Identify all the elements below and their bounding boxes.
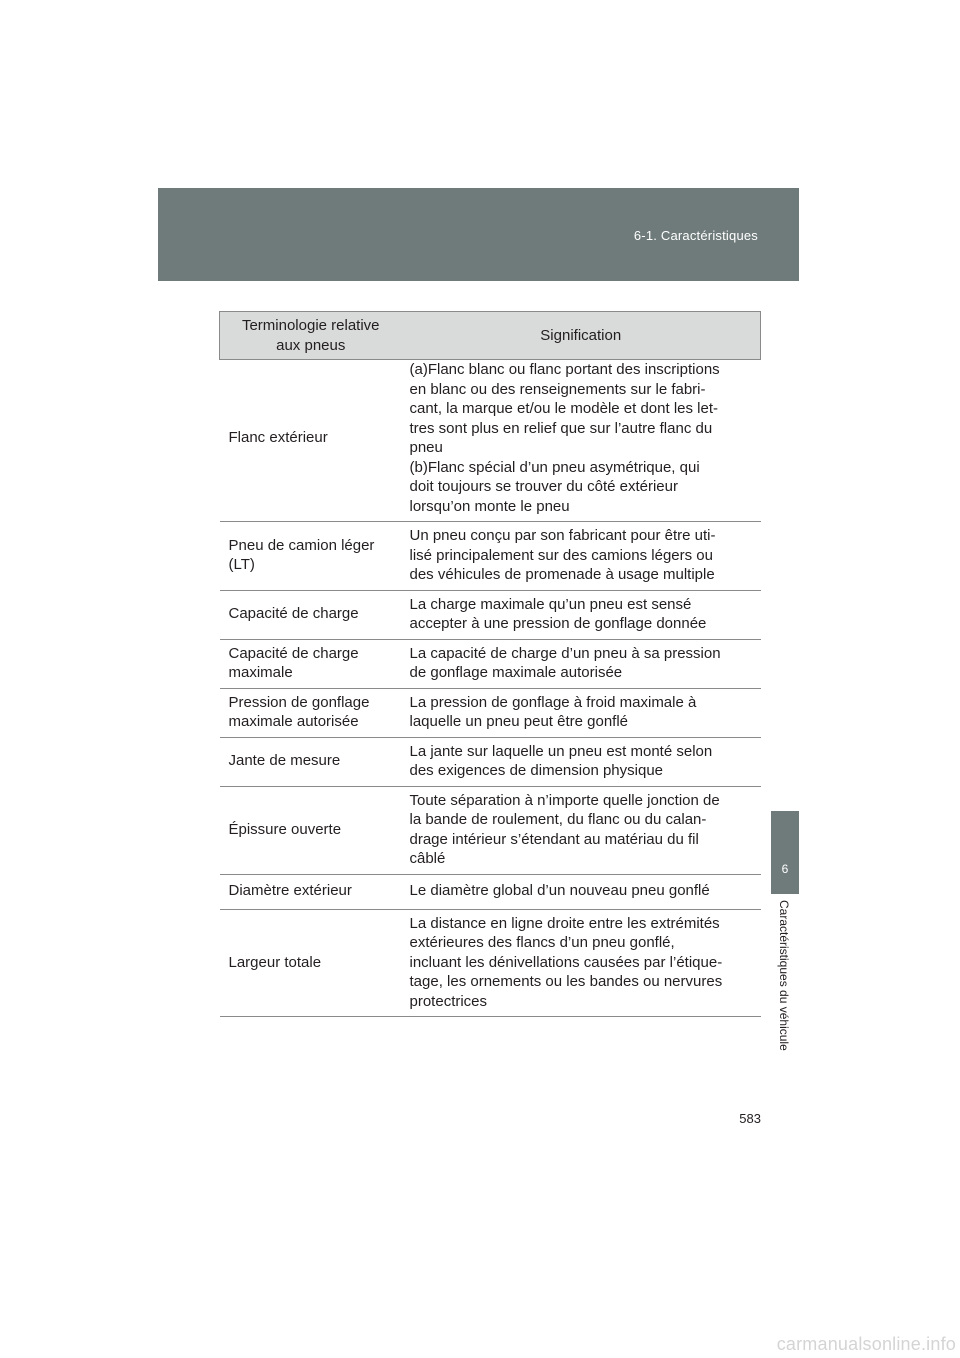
table-row [220,737,761,786]
section-title: 6-1. Caractéristiques [633,228,758,243]
term-cell: Épissure ouverte [220,786,402,874]
table-header-row [220,312,761,360]
meaning-cell: La pression de gonflage à froid maximale à laquelle un pneu peut être gonflé [402,688,761,737]
chapter-title: Caractéristiques du véhicule [777,900,791,1051]
meaning-cell: Un pneu conçu par son fabricant pour être uti- lisé principalement sur des camions légers ou des véhicules de promenade à usage multiple [402,522,761,591]
header-term: Terminologie relative aux pneus [220,312,402,360]
table-row [220,360,761,522]
tire-terminology-table [219,311,761,1017]
table-row [220,639,761,688]
meaning-cell: Le diamètre global d’un nouveau pneu gonflé [402,874,761,909]
chapter-tab [771,811,799,894]
term-cell: Capacité de charge maximale [220,639,402,688]
table-row [220,590,761,639]
header-meaning: Signification [402,312,761,360]
meaning-cell: Toute séparation à n’importe quelle jonction de la bande de roulement, du flanc ou du calan- drage intérieur s’étendant au matériau du fil câblé [402,786,761,874]
table-row [220,874,761,909]
term-cell: Largeur totale [220,909,402,1017]
table-row [220,909,761,1017]
meaning-cell: La charge maximale qu’un pneu est sensé accepter à une pression de gonflage donnée [402,590,761,639]
term-cell: Pneu de camion léger (LT) [220,522,402,591]
table-row [220,688,761,737]
watermark-url[interactable]: carmanualsonline.info [776,1334,956,1354]
chapter-title-vertical [771,900,799,1090]
term-cell: Diamètre extérieur [220,874,402,909]
meaning-cell: La capacité de charge d’un pneu à sa pression de gonflage maximale autorisée [402,639,761,688]
term-cell: Pression de gonflage maximale autorisée [220,688,402,737]
term-cell: Jante de mesure [220,737,402,786]
term-cell: Capacité de charge [220,590,402,639]
table-row [220,522,761,591]
meaning-cell: (a)Flanc blanc ou flanc portant des inscriptions en blanc ou des renseignements sur le fabri- cant, la marque et/ou le modèle et dont les let- tres sont plus en relief que sur l’autre flanc du pneu (b)Flanc spécial d’un pneu asymétrique, qui doit toujours se trouver du côté extérieur lorsqu’on monte le pneu [402,360,761,522]
header-band [158,188,799,281]
meaning-cell: La jante sur laquelle un pneu est monté selon des exigences de dimension physique [402,737,761,786]
page-number: 583 [739,1111,761,1126]
table-row [220,786,761,874]
chapter-number: 6 [781,862,789,876]
meaning-cell: La distance en ligne droite entre les extrémités extérieures des flancs d’un pneu gonflé, incluant les dénivellations causées par l’étique- tage, les ornements ou les bandes ou nervures protectrices [402,909,761,1017]
term-cell: Flanc extérieur [220,360,402,522]
